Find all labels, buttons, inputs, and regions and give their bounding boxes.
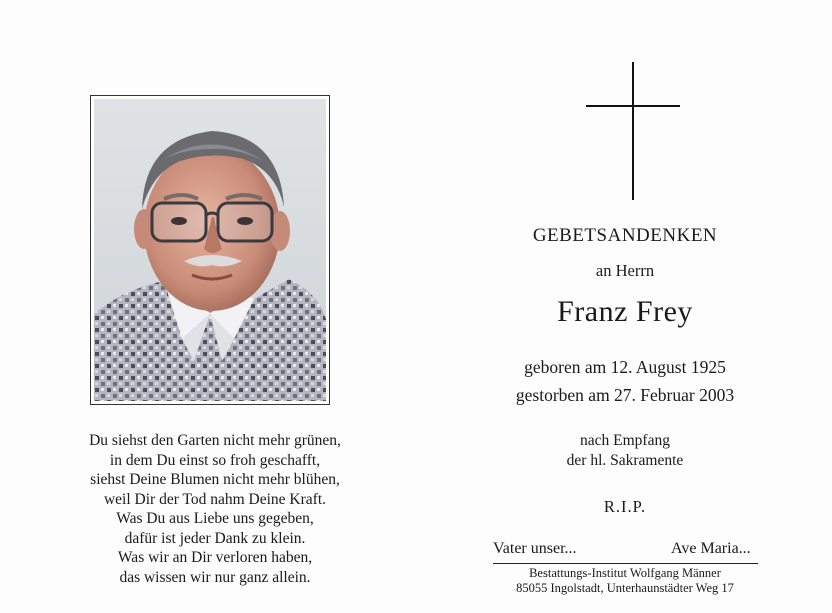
funeral-home-name: Bestattungs-Institut Wolfgang Männer — [529, 566, 721, 580]
poem-line: Du siehst den Garten nicht mehr grünen, — [89, 432, 341, 449]
poem-line: weil Dir der Tod nahm Deine Kraft. — [103, 490, 327, 508]
sacraments-line: nach Empfang — [580, 432, 670, 449]
deceased-name: Franz Frey — [557, 295, 693, 328]
rip-text: R.I.P. — [603, 497, 647, 516]
prayer-vater-unser: Vater unser... — [493, 540, 577, 557]
portrait-frame — [90, 95, 330, 405]
poem-line: siehst Deine Blumen nicht mehr blühen, — [90, 471, 340, 488]
divider-line — [493, 563, 758, 564]
poem-line: dafür ist jeder Dank zu klein. — [124, 529, 306, 547]
poem-line: Was wir an Dir verloren haben, — [117, 549, 313, 566]
poem-line: das wissen wir nur ganz allein. — [119, 568, 311, 586]
poem-line: Was Du aus Liebe uns gegeben, — [116, 510, 314, 527]
prayer-ave-maria: Ave Maria... — [671, 540, 751, 557]
funeral-home-address: 85055 Ingolstadt, Unterhaunstädter Weg 17 — [516, 581, 734, 595]
poem-line: in dem Du einst so froh geschafft, — [109, 451, 321, 469]
memorial-title: GEBETSANDENKEN — [532, 225, 718, 246]
death-date: gestorben am 27. Februar 2003 — [515, 385, 735, 405]
birth-date: geboren am 12. August 1925 — [524, 357, 726, 377]
memorial-poem — [40, 431, 390, 587]
cross-icon — [586, 62, 680, 200]
portrait-photo — [94, 99, 326, 401]
salutation: an Herrn — [595, 261, 655, 280]
funeral-home-imprint — [490, 566, 760, 596]
sacraments-line: der hl. Sakramente — [566, 452, 684, 469]
sacraments-note — [470, 431, 780, 471]
